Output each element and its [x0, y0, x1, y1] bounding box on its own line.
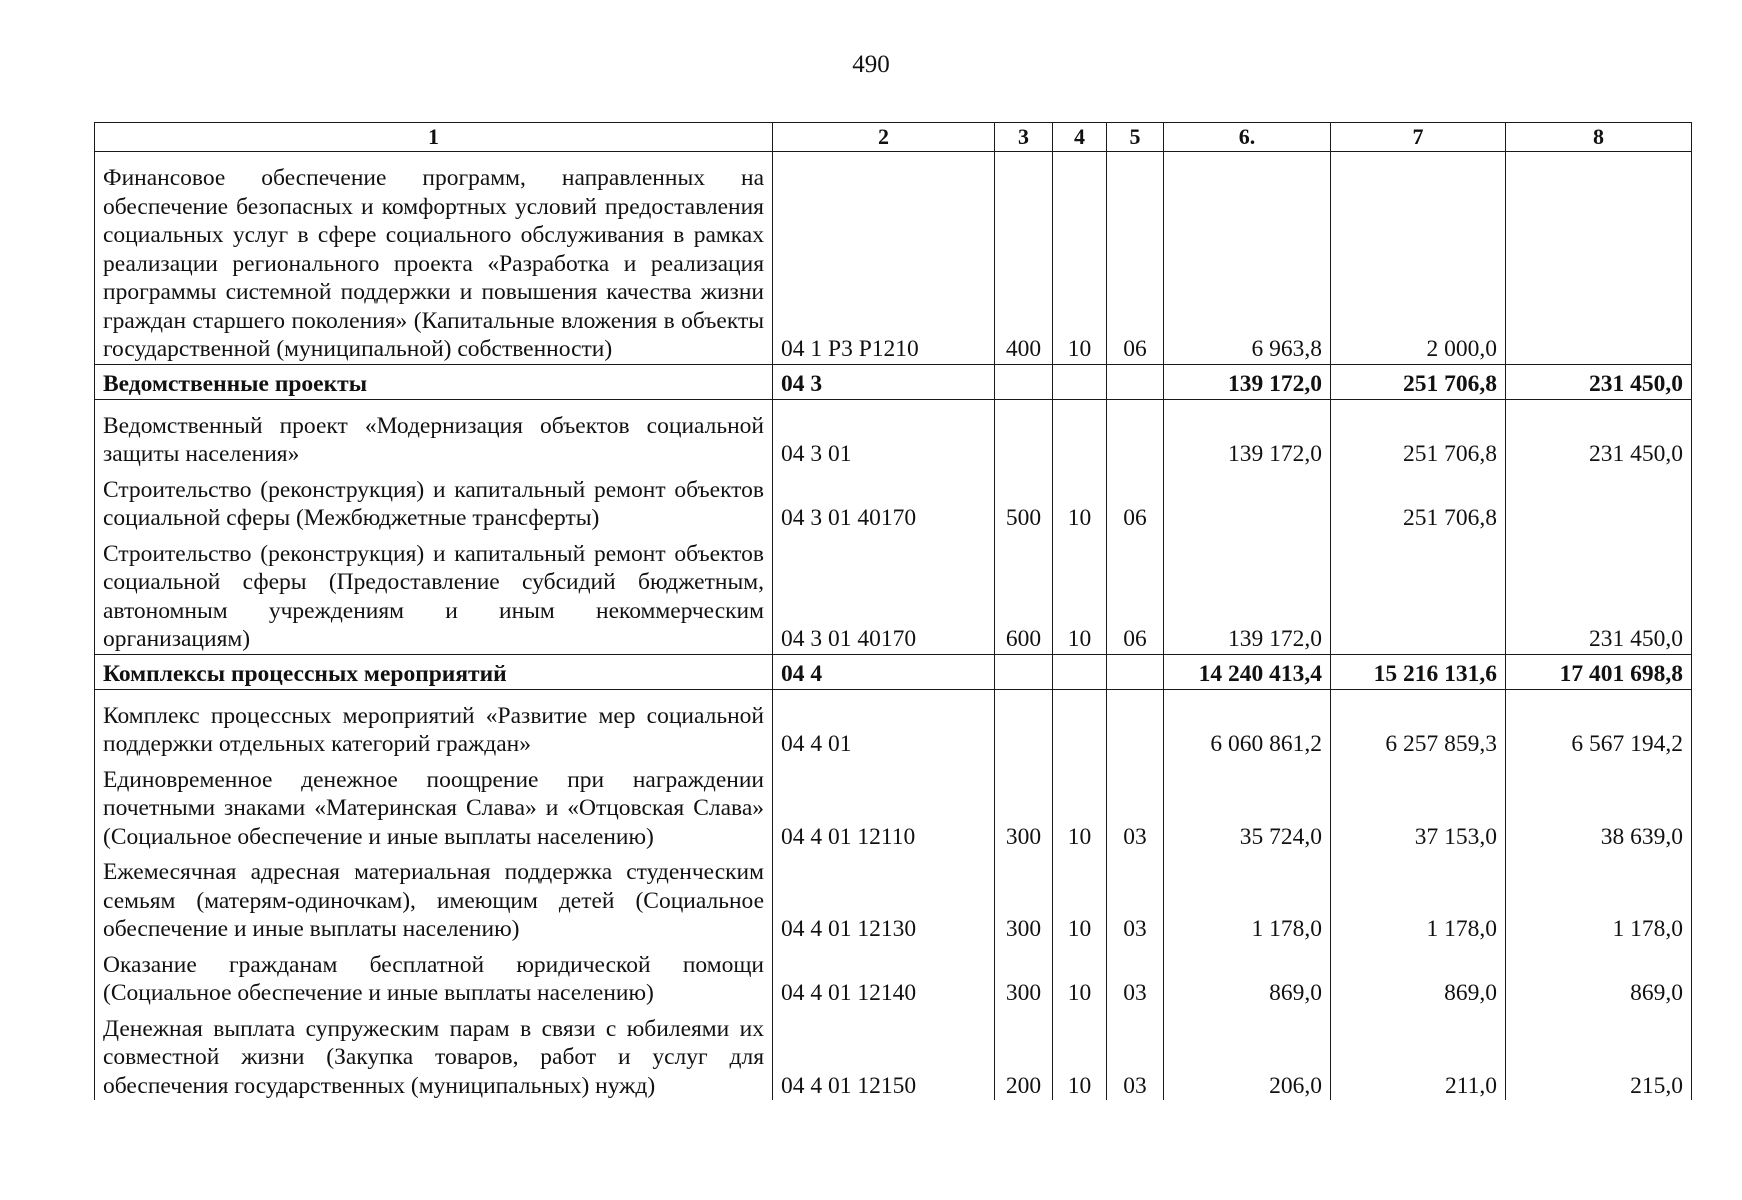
row-expense-type: [995, 399, 1053, 469]
row-section: 10: [1053, 469, 1107, 533]
table-row: [95, 851, 1692, 944]
row-amount-col6: 6 963,8: [1164, 152, 1331, 365]
table-row: [95, 689, 1692, 759]
column-header-8: 8: [1506, 123, 1692, 152]
row-code: 04 3: [773, 364, 995, 399]
row-description: Единовременное денежное поощрение при награждении почетными знаками «Материнская Слава» и «Отцовская Слава» (Социальное обеспечение и иные выплаты населению): [95, 759, 773, 852]
row-description: Ведомственные проекты: [95, 364, 773, 399]
table-body: [95, 152, 1692, 1101]
row-amount-col8: [1506, 469, 1692, 533]
row-description: Ведомственный проект «Модернизация объектов социальной защиты населения»: [95, 399, 773, 469]
row-amount-col6: 6 060 861,2: [1164, 689, 1331, 759]
row-subsection: [1107, 689, 1164, 759]
row-amount-col8: 6 567 194,2: [1506, 689, 1692, 759]
row-amount-col8: 231 450,0: [1506, 364, 1692, 399]
column-header-3: 3: [995, 123, 1053, 152]
row-amount-col7: 251 706,8: [1331, 364, 1506, 399]
row-expense-type: 300: [995, 759, 1053, 852]
row-amount-col6: 139 172,0: [1164, 533, 1331, 655]
row-description: Строительство (реконструкция) и капитальный ремонт объектов социальной сферы (Межбюджетные трансферты): [95, 469, 773, 533]
table-row: [95, 1008, 1692, 1101]
row-section: [1053, 364, 1107, 399]
row-description: Денежная выплата супружеским парам в связи с юбилеями их совместной жизни (Закупка товаров, работ и услуг для обеспечения государственных (муниципальных) нужд): [95, 1008, 773, 1101]
row-amount-col7: 37 153,0: [1331, 759, 1506, 852]
row-code: 04 4 01 12110: [773, 759, 995, 852]
row-expense-type: [995, 364, 1053, 399]
row-description: Оказание гражданам бесплатной юридической помощи (Социальное обеспечение и иные выплаты населению): [95, 944, 773, 1008]
row-amount-col6: [1164, 469, 1331, 533]
row-amount-col7: [1331, 533, 1506, 655]
row-amount-col8: 231 450,0: [1506, 399, 1692, 469]
row-subsection: 03: [1107, 1008, 1164, 1101]
row-amount-col7: 251 706,8: [1331, 469, 1506, 533]
row-amount-col7: 15 216 131,6: [1331, 654, 1506, 689]
row-expense-type: 600: [995, 533, 1053, 655]
column-header-6: 6.: [1164, 123, 1331, 152]
row-description: Строительство (реконструкция) и капитальный ремонт объектов социальной сферы (Предоставление субсидий бюджетным, автономным учреждениям и иным некоммерческим организациям): [95, 533, 773, 655]
row-description: Финансовое обеспечение программ, направленных на обеспечение безопасных и комфортных условий предоставления социальных услуг в сфере социального обслуживания в рамках реализации регионального проекта «Разработка и реализация программы системной поддержки и повышения качества жизни граждан старшего поколения» (Капитальные вложения в объекты государственной (муниципальной) собственности): [95, 152, 773, 365]
row-subsection: 03: [1107, 944, 1164, 1008]
row-code: 04 1 P3 P1210: [773, 152, 995, 365]
row-amount-col7: 2 000,0: [1331, 152, 1506, 365]
row-amount-col7: 1 178,0: [1331, 851, 1506, 944]
row-code: 04 4 01: [773, 689, 995, 759]
row-section: [1053, 654, 1107, 689]
table-section-row: [95, 364, 1692, 399]
row-expense-type: 500: [995, 469, 1053, 533]
row-amount-col8: 17 401 698,8: [1506, 654, 1692, 689]
column-header-4: 4: [1053, 123, 1107, 152]
row-amount-col8: 1 178,0: [1506, 851, 1692, 944]
row-section: [1053, 689, 1107, 759]
row-expense-type: [995, 654, 1053, 689]
row-expense-type: 300: [995, 851, 1053, 944]
row-amount-col7: 869,0: [1331, 944, 1506, 1008]
row-subsection: [1107, 654, 1164, 689]
row-expense-type: 400: [995, 152, 1053, 365]
table-section-row: [95, 654, 1692, 689]
row-subsection: 03: [1107, 759, 1164, 852]
table-row: [95, 399, 1692, 469]
header-row: [95, 123, 1692, 152]
row-code: 04 4 01 12150: [773, 1008, 995, 1101]
row-section: 10: [1053, 759, 1107, 852]
table-row: [95, 152, 1692, 365]
row-section: [1053, 399, 1107, 469]
column-header-1: 1: [95, 123, 773, 152]
row-amount-col6: 1 178,0: [1164, 851, 1331, 944]
row-section: 10: [1053, 1008, 1107, 1101]
row-code: 04 3 01 40170: [773, 469, 995, 533]
row-code: 04 4 01 12130: [773, 851, 995, 944]
row-amount-col8: 231 450,0: [1506, 533, 1692, 655]
row-amount-col6: 139 172,0: [1164, 399, 1331, 469]
row-subsection: 06: [1107, 152, 1164, 365]
budget-table: [94, 122, 1692, 1100]
row-amount-col8: [1506, 152, 1692, 365]
table-row: [95, 533, 1692, 655]
row-section: 10: [1053, 533, 1107, 655]
row-code: 04 3 01 40170: [773, 533, 995, 655]
table-row: [95, 759, 1692, 852]
row-expense-type: 300: [995, 944, 1053, 1008]
row-amount-col7: 6 257 859,3: [1331, 689, 1506, 759]
row-amount-col6: 14 240 413,4: [1164, 654, 1331, 689]
row-section: 10: [1053, 944, 1107, 1008]
row-amount-col8: 869,0: [1506, 944, 1692, 1008]
row-code: 04 3 01: [773, 399, 995, 469]
row-amount-col6: 35 724,0: [1164, 759, 1331, 852]
row-description: Комплекс процессных мероприятий «Развитие мер социальной поддержки отдельных категорий граждан»: [95, 689, 773, 759]
row-code: 04 4 01 12140: [773, 944, 995, 1008]
row-subsection: [1107, 399, 1164, 469]
row-section: 10: [1053, 152, 1107, 365]
row-expense-type: 200: [995, 1008, 1053, 1101]
row-subsection: [1107, 364, 1164, 399]
page-number: 490: [852, 51, 890, 78]
column-header-5: 5: [1107, 123, 1164, 152]
row-subsection: 03: [1107, 851, 1164, 944]
table-row: [95, 469, 1692, 533]
row-description: Комплексы процессных мероприятий: [95, 654, 773, 689]
row-amount-col6: 139 172,0: [1164, 364, 1331, 399]
row-amount-col7: 251 706,8: [1331, 399, 1506, 469]
column-header-2: 2: [773, 123, 995, 152]
row-subsection: 06: [1107, 533, 1164, 655]
row-section: 10: [1053, 851, 1107, 944]
row-description: Ежемесячная адресная материальная поддержка студенческим семьям (матерям-одиночкам), имеющим детей (Социальное обеспечение и иные выплаты населению): [95, 851, 773, 944]
row-code: 04 4: [773, 654, 995, 689]
row-amount-col7: 211,0: [1331, 1008, 1506, 1101]
row-amount-col6: 206,0: [1164, 1008, 1331, 1101]
row-subsection: 06: [1107, 469, 1164, 533]
row-expense-type: [995, 689, 1053, 759]
row-amount-col6: 869,0: [1164, 944, 1331, 1008]
row-amount-col8: 215,0: [1506, 1008, 1692, 1101]
table-row: [95, 944, 1692, 1008]
row-amount-col8: 38 639,0: [1506, 759, 1692, 852]
column-header-7: 7: [1331, 123, 1506, 152]
